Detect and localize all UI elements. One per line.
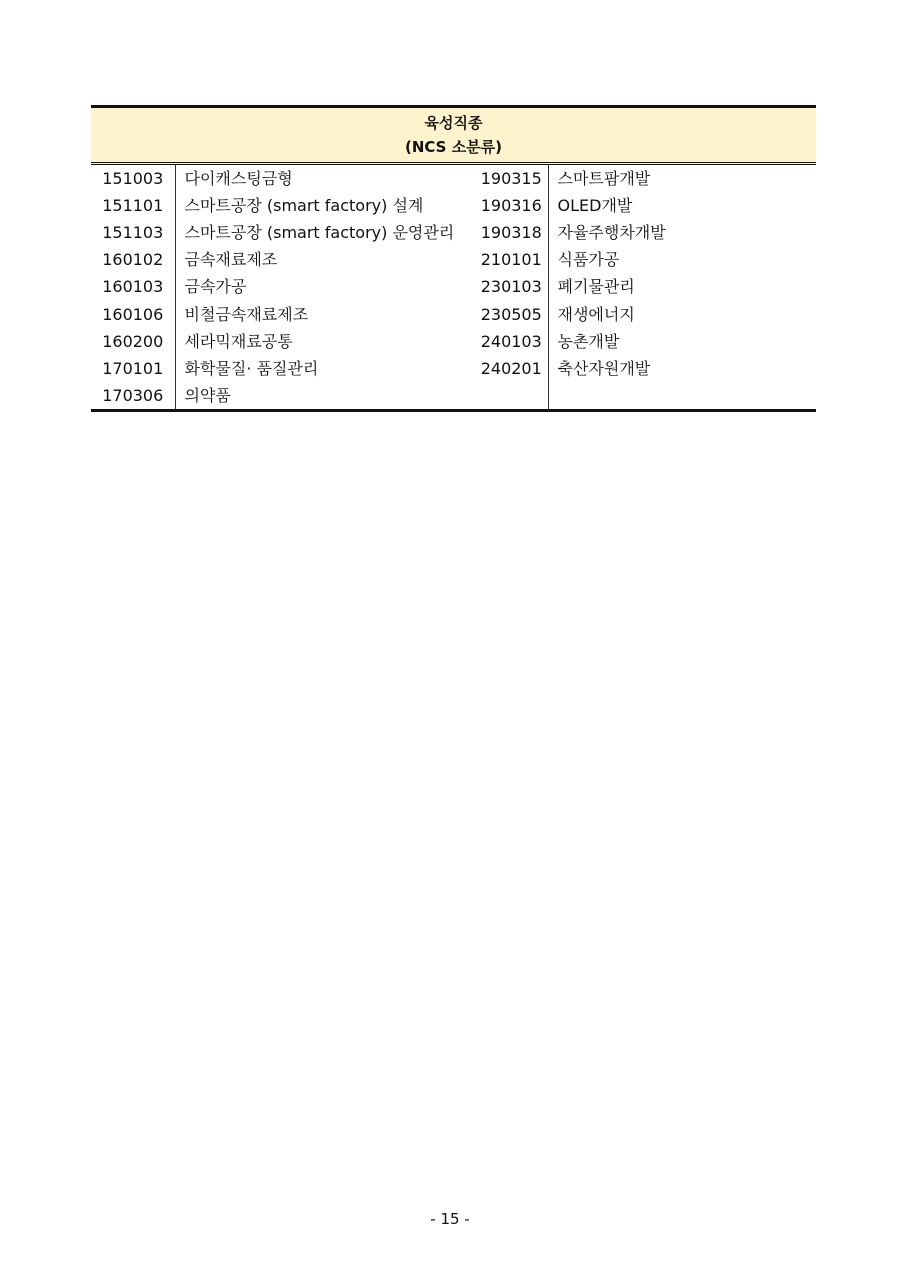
row-name-left: 스마트공장 (smart factory) 설계 [184,196,424,216]
table-row [91,192,816,219]
row-code-right: 240103 [475,328,548,355]
row-name-right: OLED개발 [557,196,633,216]
row-name-right: 농촌개발 [557,331,620,351]
table-row [91,300,816,327]
row-code-left: 151101 [91,192,175,219]
row-code-left: 160102 [91,246,175,273]
table-header [91,107,816,164]
row-name-right: 폐기물관리 [557,277,635,297]
row-code-left: 160106 [91,300,175,327]
table-row [91,219,816,246]
table-header-row [91,107,816,164]
row-name-right: 축산자원개발 [557,358,651,378]
row-name-right: 자율주행차개발 [557,223,666,243]
row-code-left: 151003 [91,164,175,193]
ncs-table [91,105,816,412]
row-name-left: 화학물질· 품질관리 [184,358,319,378]
row-name-left: 비철금속재료제조 [184,304,309,324]
table-row [91,246,816,273]
row-name-right [548,382,816,411]
row-code-left: 151103 [91,219,175,246]
row-code-right: 240201 [475,355,548,382]
row-code-right: 230505 [475,300,548,327]
table-row [91,273,816,300]
row-name-right: 스마트팜개발 [557,169,651,189]
row-code-left: 160103 [91,273,175,300]
row-name-right: 재생에너지 [557,304,635,324]
row-name-left: 세라믹재료공통 [184,331,293,351]
page-number: - 15 - [430,1210,470,1228]
row-code-right: 190316 [475,192,548,219]
table-row [91,355,816,382]
ncs-table-container [91,105,816,412]
row-name-left: 금속가공 [184,277,247,297]
row-code-right: 190318 [475,219,548,246]
row-code-left: 160200 [91,328,175,355]
row-code-left: 170306 [91,382,175,411]
table-body [91,164,816,411]
row-name-left: 의약품 [175,382,475,411]
header-title: 육성직종 [424,114,483,132]
table-row [91,382,816,411]
row-code-right: 230103 [475,273,548,300]
row-code-right: 190315 [475,164,548,193]
row-code-left: 170101 [91,355,175,382]
row-name-left: 다이캐스팅금형 [184,169,293,189]
row-name-right: 식품가공 [557,250,620,270]
row-code-right: 210101 [475,246,548,273]
table-row [91,328,816,355]
row-name-left: 금속재료제조 [184,250,278,270]
header-subtitle: (NCS 소분류) [404,138,503,156]
table-row [91,164,816,193]
row-name-left: 스마트공장 (smart factory) 운영관리 [184,223,455,243]
row-code-right [475,382,548,411]
